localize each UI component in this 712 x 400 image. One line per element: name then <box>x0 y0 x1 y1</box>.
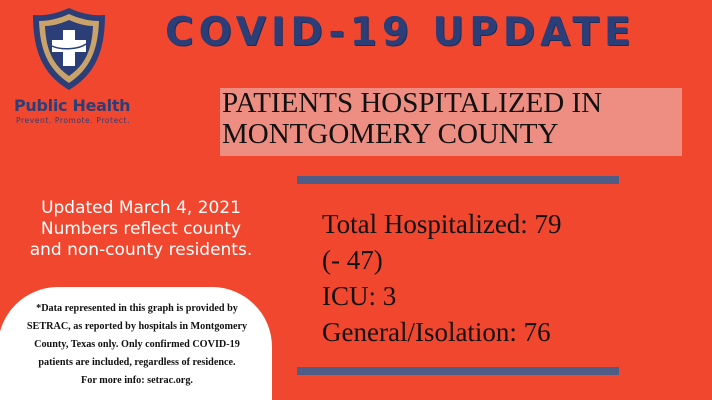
source-note-line-5: For more info: setrac.org. <box>81 375 193 386</box>
subtitle-line-1: PATIENTS HOSPITALIZED IN <box>222 87 603 119</box>
subtitle <box>222 88 702 150</box>
source-note-line-3: County, Texas only. Only confirmed COVID-19 <box>34 339 240 350</box>
subtitle-line-2: MONTGOMERY COUNTY <box>222 118 559 150</box>
source-note-line-4: patients are included, regardless of residence. <box>38 357 236 368</box>
general-isolation-count: General/Isolation: 76 <box>322 317 551 347</box>
shield-cross-icon <box>30 6 108 92</box>
divider-top <box>297 176 619 184</box>
total-hospitalized: Total Hospitalized: 79 <box>322 209 562 239</box>
divider-bottom <box>297 367 619 375</box>
total-change: (- 47) <box>322 245 383 275</box>
logo-wordmark <box>14 96 164 125</box>
source-note-line-1: *Data represented in this graph is provided by <box>36 303 238 314</box>
logo-name: Public Health <box>14 96 131 115</box>
update-note-1: Numbers reflect county <box>40 219 242 239</box>
update-info <box>0 198 282 261</box>
update-note-2: and non-county residents. <box>29 240 253 260</box>
hospitalization-stats <box>322 206 702 350</box>
icu-count: ICU: 3 <box>322 281 397 311</box>
page-title: COVID-19 UPDATE <box>165 10 636 55</box>
source-note-line-2: SETRAC, as reported by hospitals in Montgomery <box>26 321 248 332</box>
logo-tagline: Prevent. Promote. Protect. <box>16 116 131 125</box>
update-date: Updated March 4, 2021 <box>41 198 241 218</box>
source-note <box>10 300 264 390</box>
